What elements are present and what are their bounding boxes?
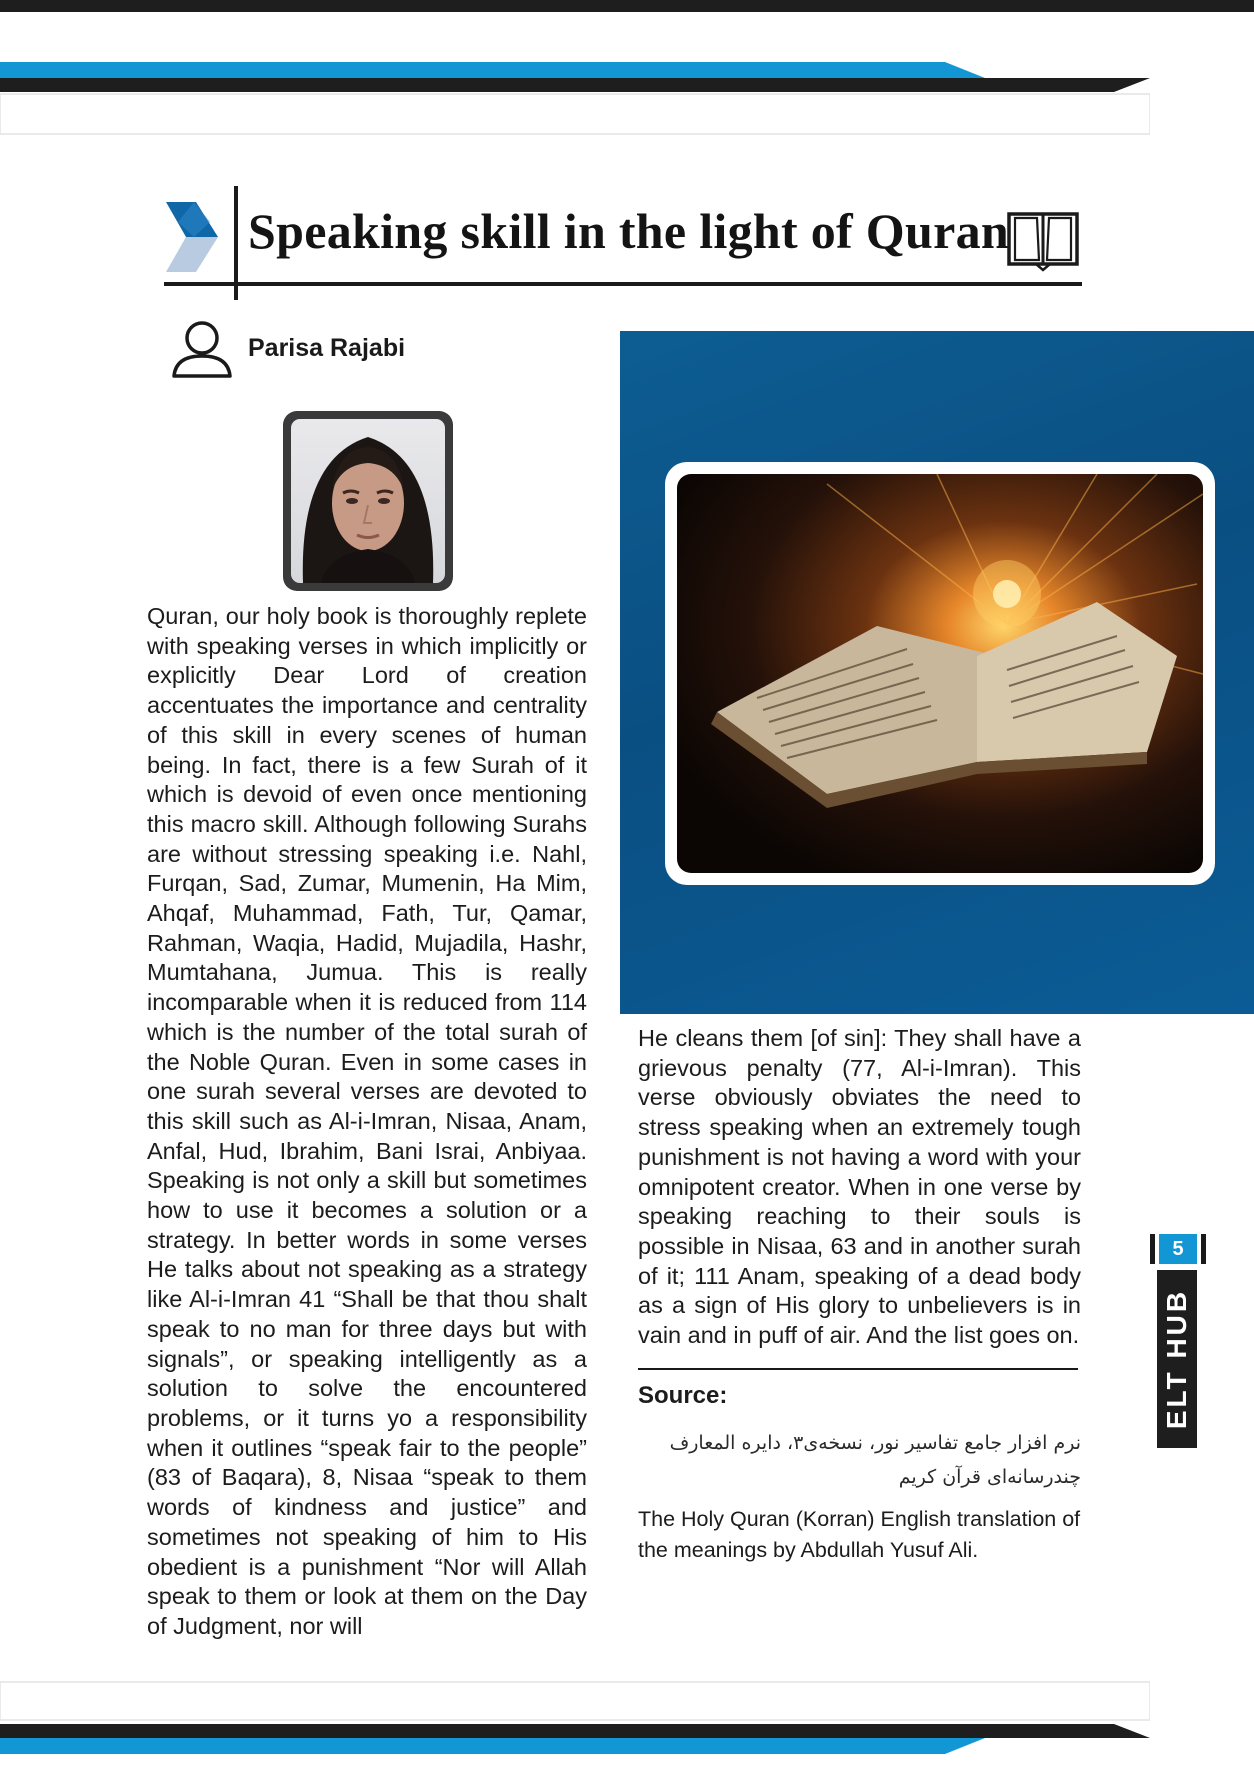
chevron-arrow-icon: [164, 200, 226, 276]
open-book-icon: [1006, 210, 1080, 272]
author-line: [170, 318, 570, 378]
source-heading: Source:: [638, 1382, 728, 1409]
author-name: Parisa Rajabi: [248, 334, 406, 362]
magazine-name: ELT HUB: [1161, 1288, 1192, 1430]
quran-book-image: [677, 474, 1203, 873]
footer-band: [0, 1680, 1150, 1772]
feature-image-frame: [665, 462, 1215, 885]
page-number-bar-left: [1150, 1234, 1155, 1264]
page-title: Speaking skill in the light of Quran: [248, 203, 1009, 259]
magazine-side-tab: [1157, 1270, 1197, 1448]
article-body-left: Quran, our holy book is thoroughly replete with speaking verses in which implicitly or explicitly Dear Lord of creation accentuates the importance and centrality of this skill in every scenes of human being. In fact, there is a few Surah of it which is devoid of even once mentioning this macro skill. Although following Surahs are without stressing speaking i.e. Nahl, Furqan, Sad, Zumar, Mumenin, Ha Mim, Ahqaf, Muhammad, Fath, Tur, Qamar, Rahman, Waqia, Hadid, Mujadila, Hashr, Mumtahana, Jumua. This is really incomparable when it is reduced from 114 which is the number of the total surah of the Noble Quran. Even in some cases in one surah several verses are devoted to this skill such as Al-i-Imran, Nisaa, Anam, Anfal, Hud, Ibrahim, Bani Israi, Anbiyaa. Speaking is not only a skill but sometimes how to use it becomes a solution or a strategy. In better words in some verses He talks about not speaking as a strategy like Al-i-Imran 41 “Shall be that thou shalt speak to no man for three days but with signals”, or speaking intelligently as a solution to solve the encountered problems, or it turns yo a responsibility when it outlines “speak fair to the people” (83 of Baqara), 8, Nisaa “speak to them words of kindness and justice” and sometimes not speaking of him to His obedient is a punishment “Nor will Allah speak to them or look at them on the Day of Judgment, nor will: [147, 603, 587, 1639]
source-english: The Holy Quran (Korran) English translation of the meanings by Abdullah Yusuf Ali.: [638, 1507, 1081, 1562]
page-number-badge: [1150, 1234, 1206, 1264]
page-number: 5: [1159, 1234, 1197, 1264]
top-border: [0, 0, 1254, 12]
user-icon: [170, 318, 234, 382]
author-photo: [283, 411, 453, 591]
source-divider: [638, 1368, 1078, 1370]
article-header: [164, 186, 1082, 300]
page-number-bar-right: [1201, 1234, 1206, 1264]
feature-image-panel: [620, 331, 1254, 1014]
source-persian: نرم افزار جامع تفاسیر نور، نسخه‌ی۳، دایره المعارف چندرسانه‌ای قرآن کریم: [669, 1432, 1081, 1488]
article-body-right: He cleans them [of sin]: They shall have a grievous penalty (77, Al-i-Imran). This verse obviously obviates the need to stress speaking when an extremely tough punishment is not having a word with your omnipotent creator. When in one verse by speaking reaching to their souls is possible in Nisaa, 63 and in another surah of it; 111 Anam, speaking of a dead body as a sign of His glory to unbelievers is in vain and in puff of air. And the list goes on.: [638, 1025, 1081, 1349]
title-divider-horizontal: [164, 282, 1082, 286]
header-band: [0, 58, 1150, 150]
